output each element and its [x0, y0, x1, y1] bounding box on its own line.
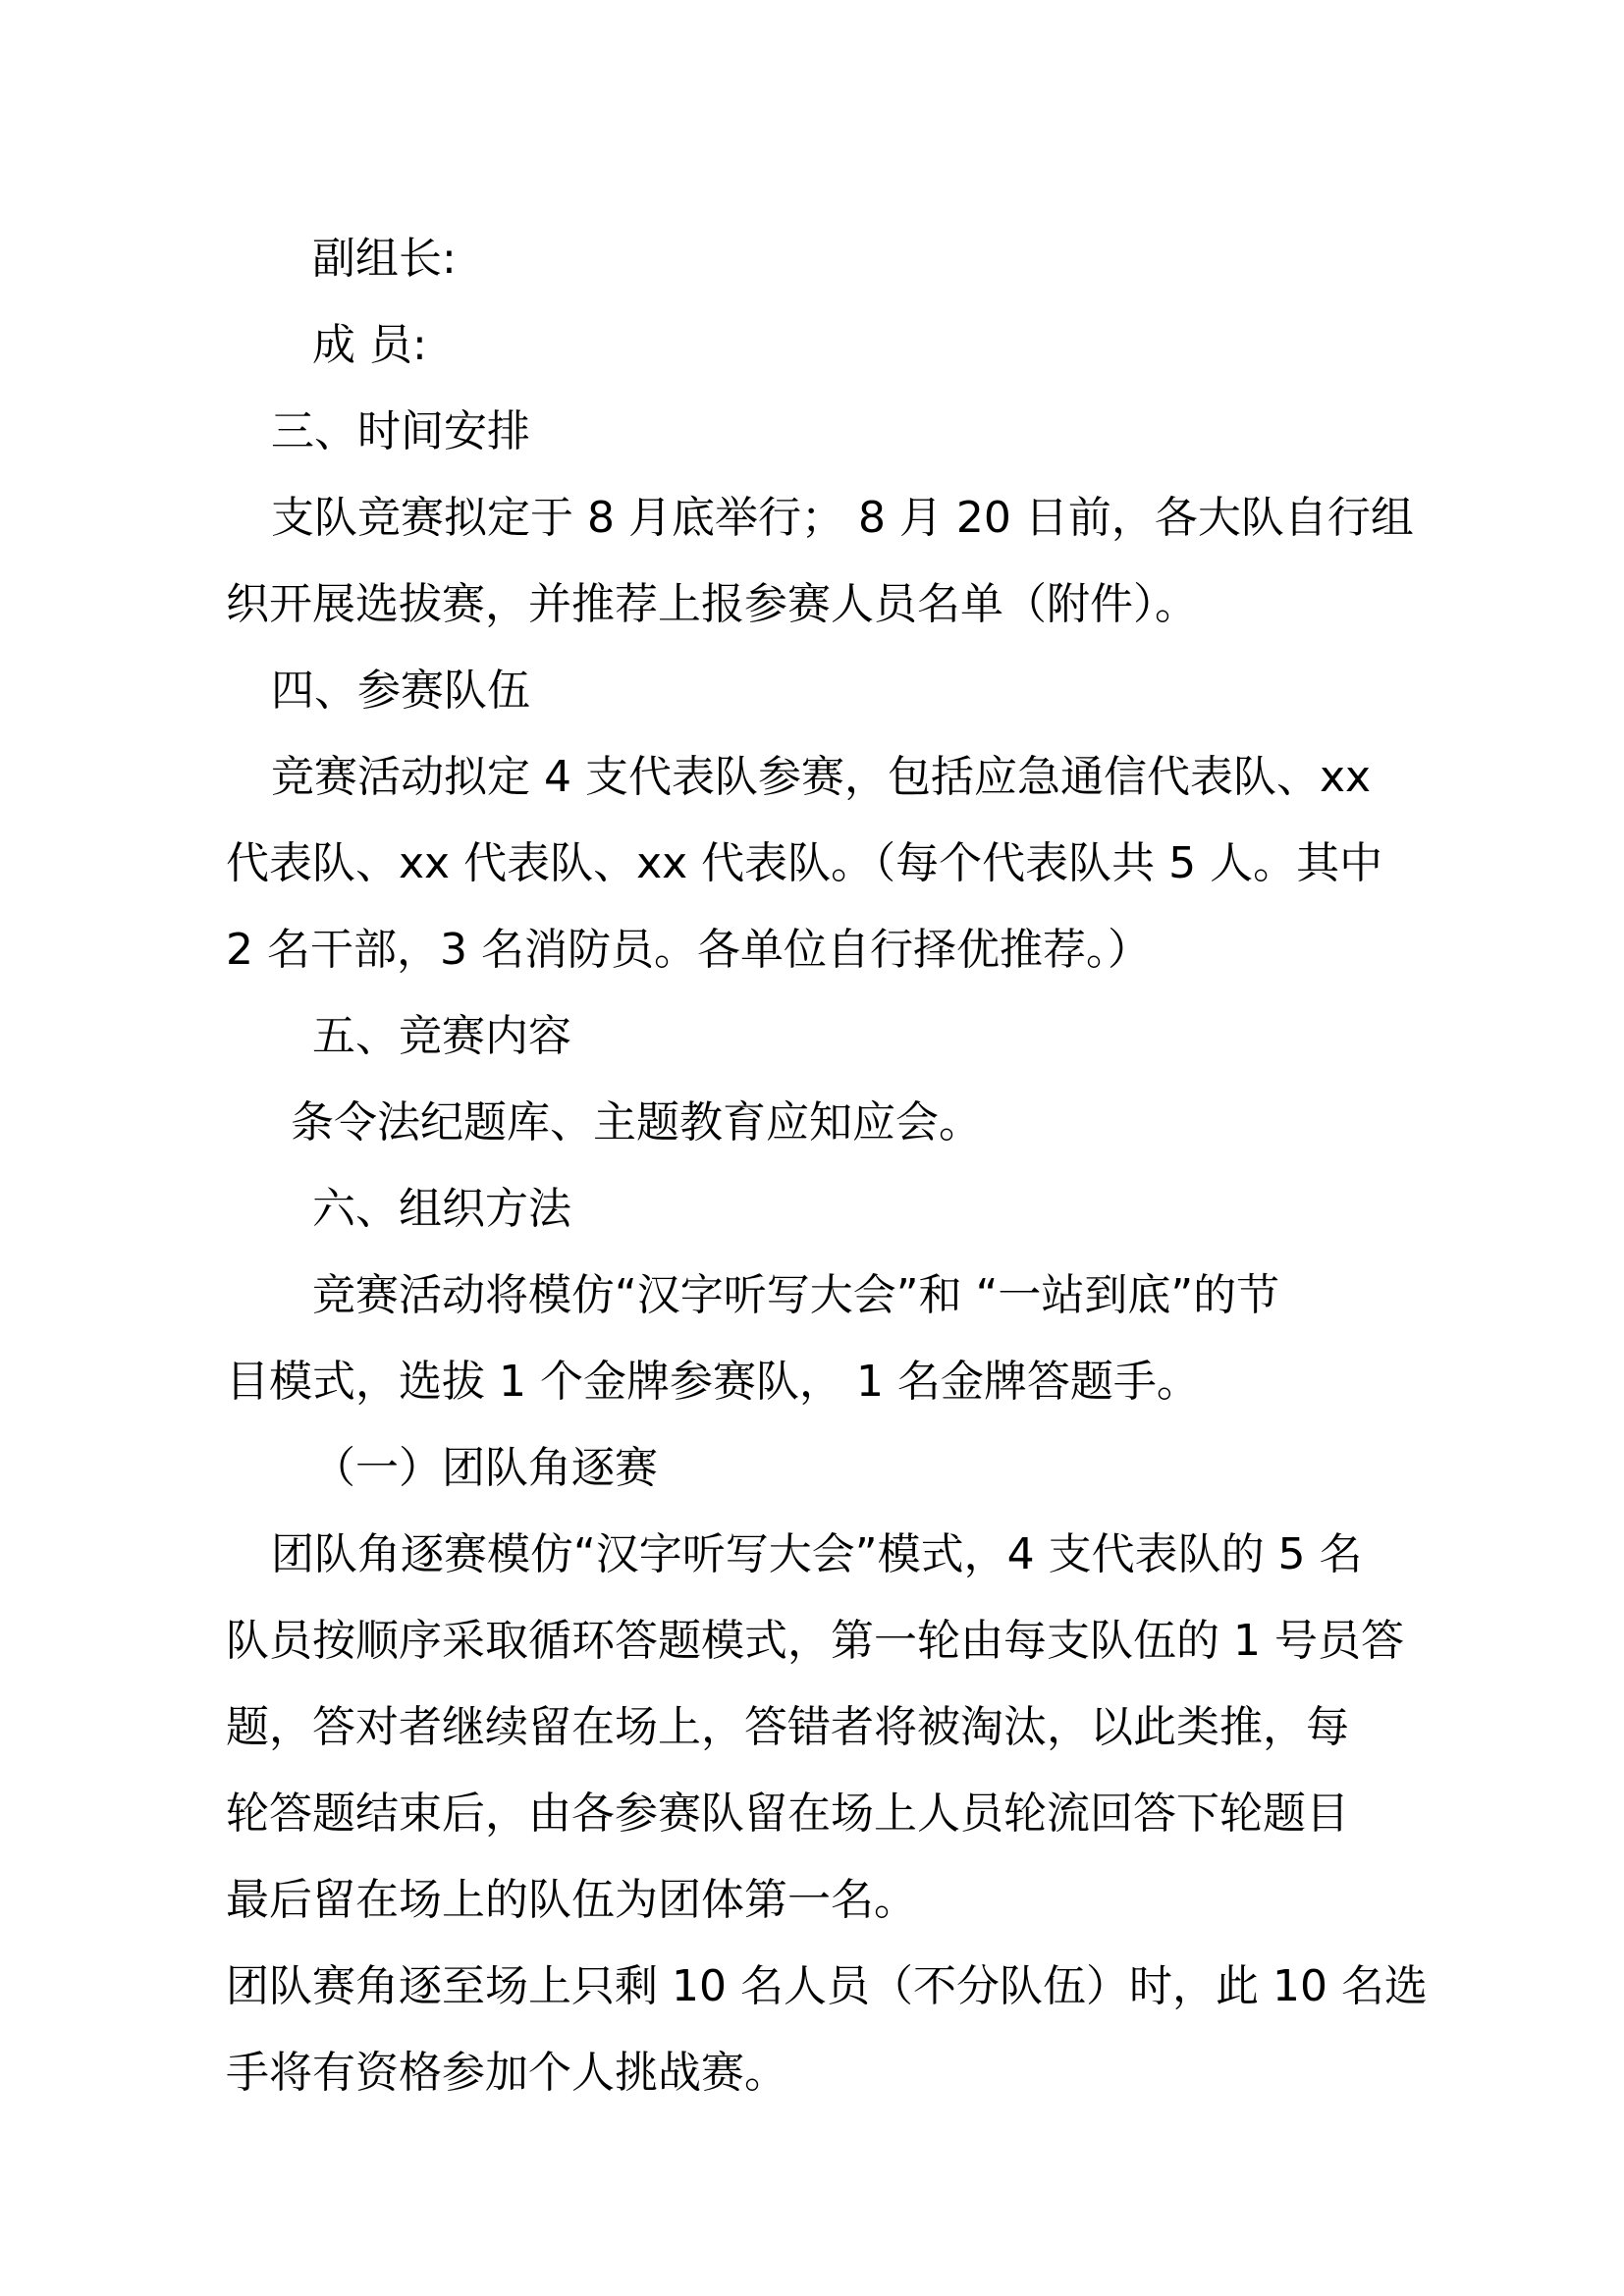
text-line-members: 成 员: — [312, 320, 427, 370]
text-line-vice-leader: 副组长: — [312, 234, 457, 284]
text-line: 2 名干部，3 名消防员。各单位自行择优推荐。） — [226, 925, 1151, 975]
text-line: 织开展选拔赛，并推荐上报参赛人员名单（附件）。 — [226, 579, 1198, 629]
text-line: 竞赛活动将模仿“汉字听写大会”和 “一站到底”的节 — [312, 1270, 1280, 1320]
section-heading-schedule: 三、时间安排 — [271, 406, 530, 456]
text-line: 团队赛角逐至场上只剩 10 名人员（不分队伍）时，此 10 名选 — [226, 1961, 1428, 2011]
text-line: 支队竞赛拟定于 8 月底举行； 8 月 20 日前，各大队自行组 — [271, 493, 1414, 543]
text-line: 代表队、xx 代表队、xx 代表队。（每个代表队共 5 人。其中 — [226, 838, 1383, 888]
text-line: 手将有资格参加个人挑战赛。 — [226, 2048, 787, 2098]
text-line: 条令法纪题库、主题教育应知应会。 — [291, 1097, 982, 1148]
section-heading-method: 六、组织方法 — [312, 1184, 571, 1234]
text-line: 最后留在场上的队伍为团体第一名。 — [226, 1875, 917, 1925]
section-heading-teams: 四、参赛队伍 — [271, 666, 530, 716]
text-line: 轮答题结束后，由各参赛队留在场上人员轮流回答下轮题目 — [226, 1789, 1349, 1839]
text-line: 竞赛活动拟定 4 支代表队参赛，包括应急通信代表队、xx — [271, 752, 1372, 802]
text-line: 目模式，选拔 1 个金牌参赛队， 1 名金牌答题手。 — [226, 1357, 1200, 1407]
subsection-heading-team-contest: （一）团队角逐赛 — [312, 1443, 658, 1493]
text-line: 团队角逐赛模仿“汉字听写大会”模式，4 支代表队的 5 名 — [271, 1529, 1363, 1579]
text-line: 题，答对者继续留在场上，答错者将被淘汰，以此类推，每 — [226, 1702, 1349, 1752]
section-heading-content: 五、竞赛内容 — [312, 1011, 571, 1061]
text-line: 队员按顺序采取循环答题模式，第一轮由每支队伍的 1 号员答 — [226, 1616, 1404, 1666]
